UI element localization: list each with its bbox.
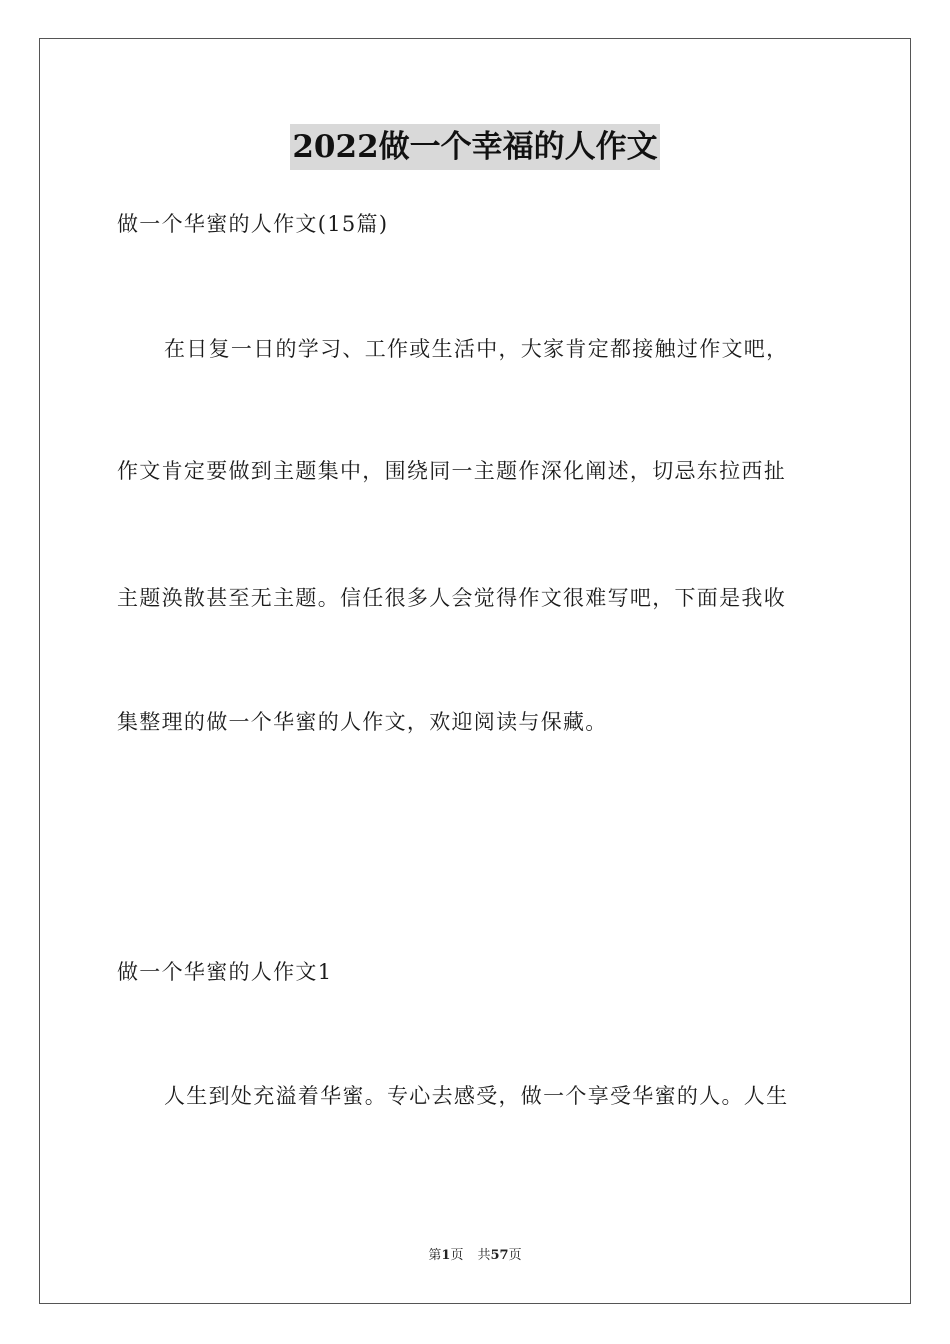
section-line-1: 人生到处充溢着华蜜。专心去感受，做一个享受华蜜的人。人生	[164, 1084, 789, 1108]
document-title: 2022做一个幸福的人作文	[290, 124, 659, 170]
total-page-count: 57	[490, 1248, 509, 1263]
title-container	[0, 124, 950, 170]
intro-line-1: 在日复一日的学习、工作或生活中，大家肯定都接触过作文吧，	[164, 337, 789, 361]
section-heading: 做一个华蜜的人作文1	[117, 960, 333, 984]
intro-line-4: 集整理的做一个华蜜的人作文，欢迎阅读与保藏。	[117, 710, 608, 734]
total-prefix: 共	[477, 1248, 491, 1263]
total-suffix: 页	[508, 1248, 522, 1263]
page-suffix: 页	[450, 1248, 464, 1263]
document-subtitle: 做一个华蜜的人作文(15篇)	[117, 212, 389, 236]
page-prefix: 第	[428, 1248, 442, 1263]
intro-line-3: 主题涣散甚至无主题。信任很多人会觉得作文很难写吧，下面是我收	[117, 586, 786, 610]
intro-line-2: 作文肯定要做到主题集中，围绕同一主题作深化阐述，切忌东拉西扯	[117, 459, 786, 483]
page-footer	[0, 1247, 950, 1265]
current-page-number: 1	[441, 1248, 451, 1263]
